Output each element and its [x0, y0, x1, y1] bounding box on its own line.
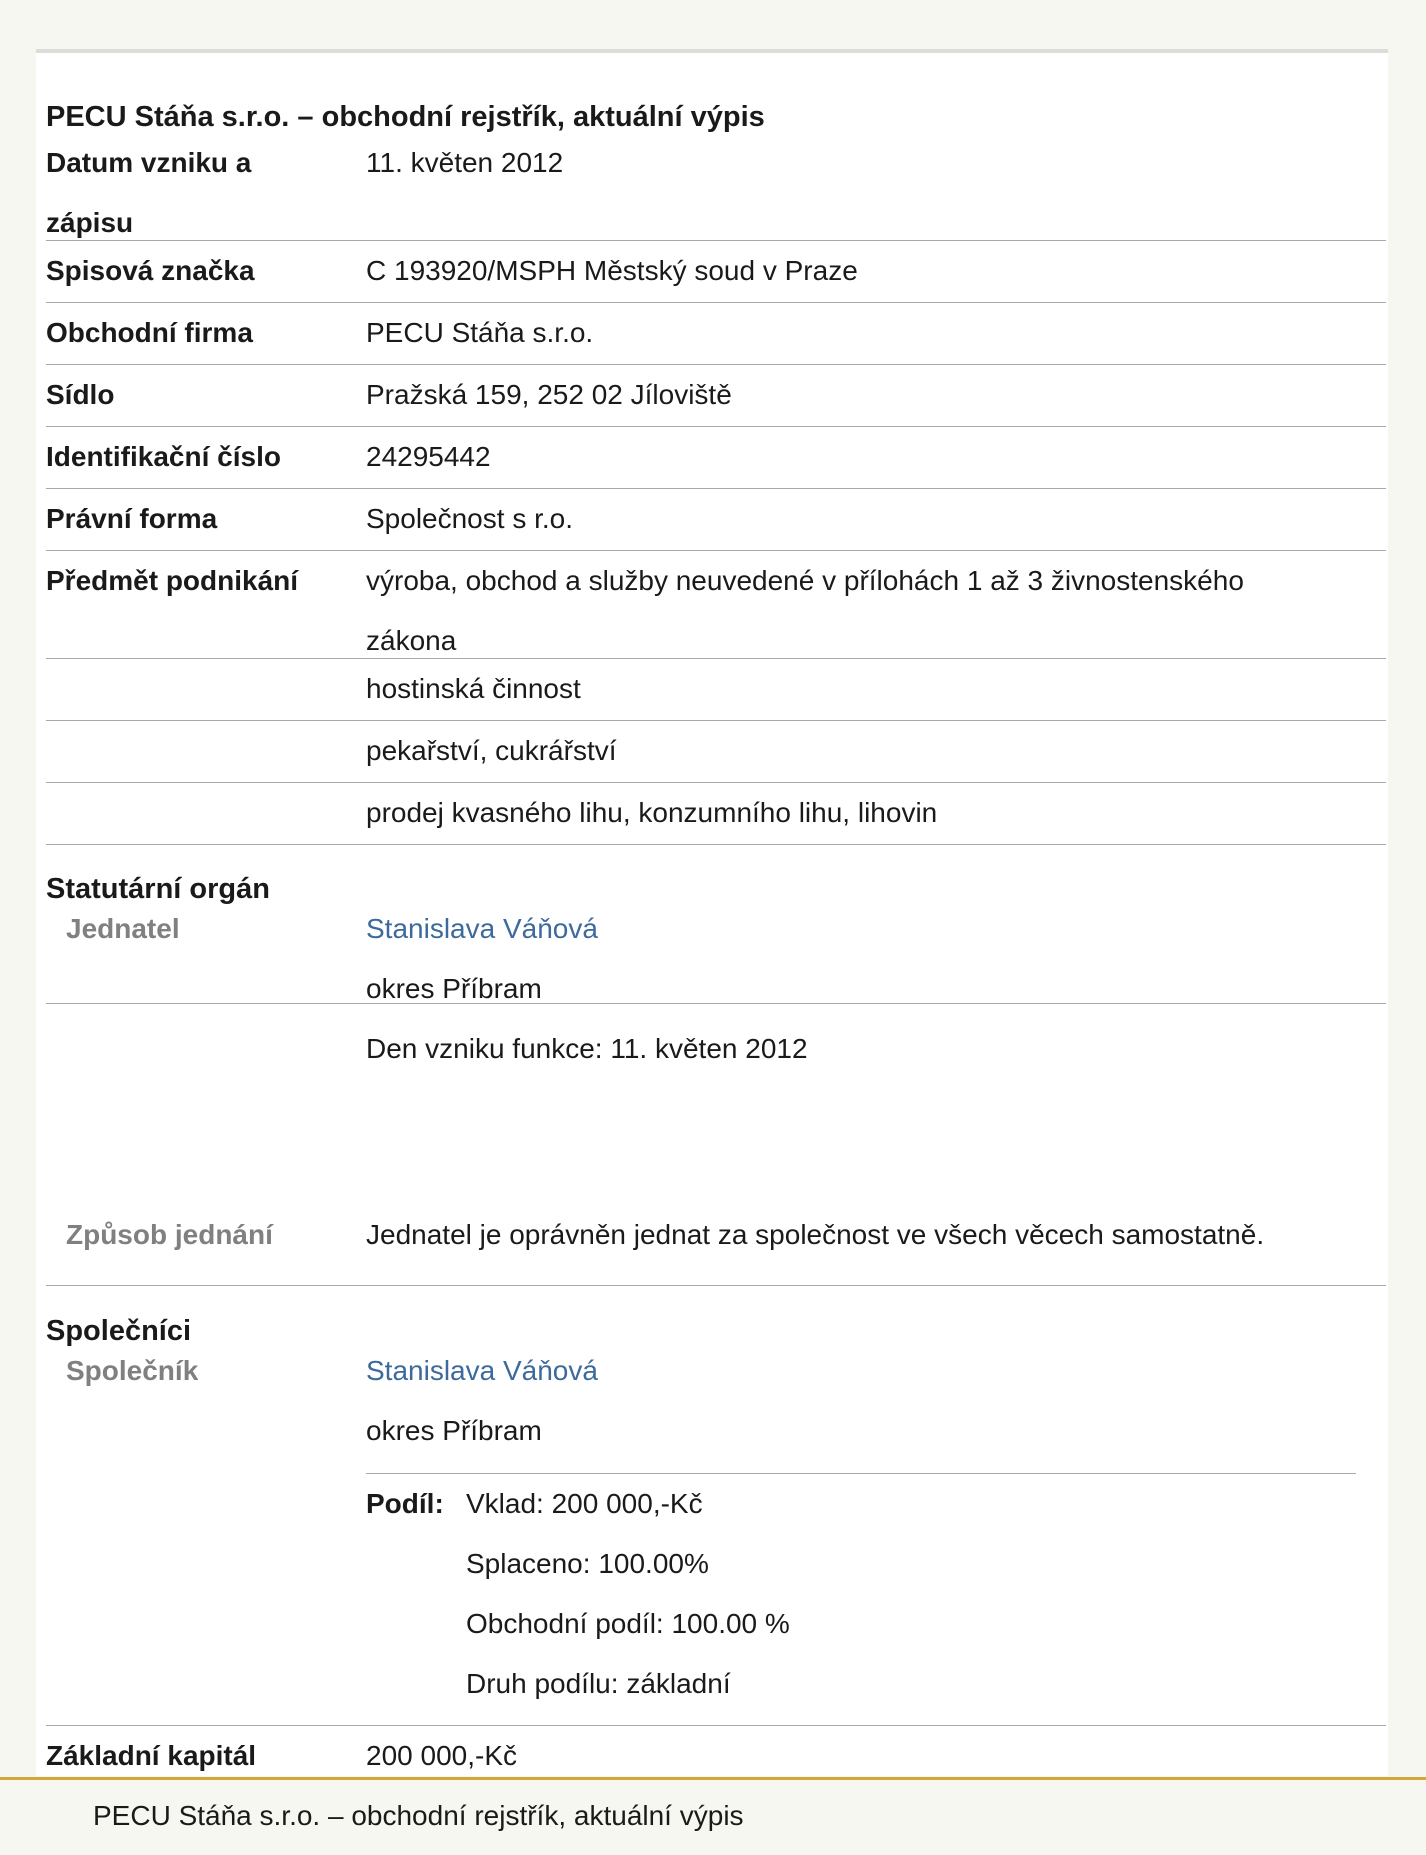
register-extract-card: [36, 49, 1388, 1776]
row-label: Základní kapitál: [46, 1740, 257, 1771]
row-label: Předmět podnikání: [46, 565, 299, 596]
row-value: [366, 899, 1376, 1079]
row-sublabel: Jednatel: [66, 913, 180, 944]
row-predmet-item: [46, 659, 1386, 721]
row-pravni-forma: [46, 489, 1386, 551]
footer-title: PECU Stáňa s.r.o. – obchodní rejstřík, aktuální výpis: [93, 1800, 744, 1831]
section-statutarni-organ: Statutární orgán: [46, 873, 270, 905]
row-predmet-podnikani: [46, 551, 1386, 659]
row-label: Identifikační číslo: [46, 441, 281, 472]
spolecnik-district: okres Příbram: [366, 1415, 542, 1446]
podil-obchodni: Obchodní podíl: 100.00 %: [466, 1608, 790, 1639]
row-predmet-item: [46, 721, 1386, 783]
row-value: prodej kvasného lihu, konzumního lihu, lihovin: [366, 797, 938, 828]
jednatel-district: okres Příbram: [366, 973, 542, 1004]
footer-bar: [0, 1777, 1426, 1855]
row-value: [366, 1341, 1376, 1461]
row-value: C 193920/MSPH Městský soud v Praze: [366, 255, 858, 286]
row-value: hostinská činnost: [366, 673, 581, 704]
row-sublabel: Společník: [66, 1355, 199, 1386]
row-value: pekařství, cukrářství: [366, 735, 617, 766]
row-identifikacni-cislo: [46, 427, 1386, 489]
row-sublabel: Způsob jednání: [66, 1219, 273, 1250]
row-label: Právní forma: [46, 503, 218, 534]
row-obchodni-firma: [46, 303, 1386, 365]
row-spisova-znacka: [46, 241, 1386, 303]
podil-druh: Druh podílu: základní: [466, 1668, 731, 1699]
jednatel-name-link[interactable]: Stanislava Váňová: [366, 913, 598, 944]
row-value: Pražská 159, 252 02 Jíloviště: [366, 379, 732, 410]
row-value: Jednatel je oprávněn jednat za společnost ve všech věcech samostatně.: [366, 1219, 1265, 1250]
row-sidlo: [46, 365, 1386, 427]
row-label: Obchodní firma: [46, 317, 253, 348]
spolecnik-name-link[interactable]: Stanislava Váňová: [366, 1355, 598, 1386]
row-value: Společnost s r.o.: [366, 503, 574, 534]
podil-block: [366, 1473, 1356, 1714]
row-spolecnik: [46, 1341, 1386, 1726]
row-jednatel: [46, 899, 1386, 1064]
podil-splaceno: Splaceno: 100.00%: [466, 1548, 709, 1579]
row-predmet-item: [46, 783, 1386, 845]
page-title: PECU Stáňa s.r.o. – obchodní rejstřík, aktuální výpis: [46, 101, 765, 133]
podil-vklad: Vklad: 200 000,-Kč: [466, 1488, 703, 1519]
row-value: výroba, obchod a služby neuvedené v přílohách 1 až 3 živnostenského zákona: [366, 565, 1244, 656]
row-value: 11. květen 2012: [366, 147, 564, 178]
row-datum-vzniku: [46, 133, 1386, 241]
podil-label: Podíl:: [366, 1488, 444, 1519]
podil-details: [466, 1474, 790, 1714]
row-label: Datum vzniku a zápisu: [46, 147, 252, 238]
row-label: Spisová značka: [46, 255, 255, 286]
row-zpusob-jednani: [46, 1205, 1386, 1286]
row-value: 200 000,-Kč: [366, 1740, 517, 1771]
jednatel-since: Den vzniku funkce: 11. květen 2012: [366, 1033, 808, 1064]
row-value: PECU Stáňa s.r.o.: [366, 317, 594, 348]
row-value: 24295442: [366, 441, 491, 472]
row-label: Sídlo: [46, 379, 115, 410]
section-spolecnici: Společníci: [46, 1315, 192, 1347]
